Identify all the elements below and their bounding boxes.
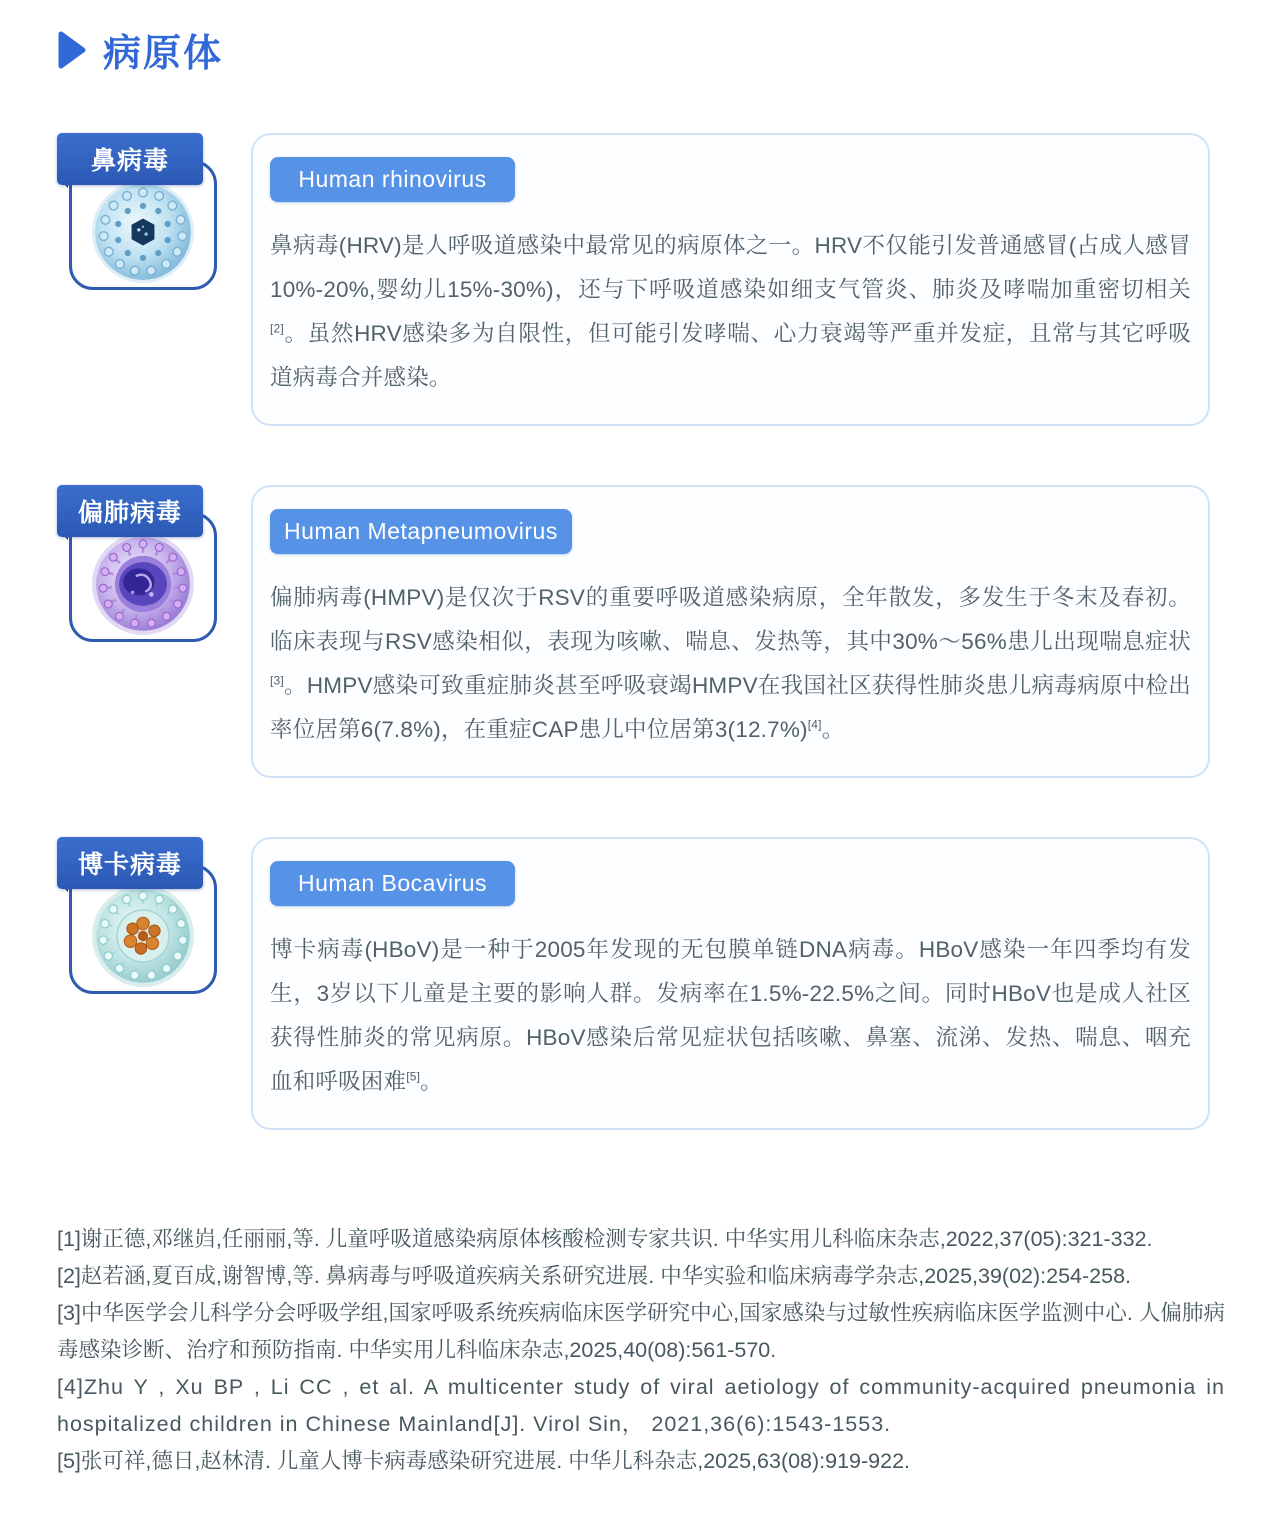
rhinovirus-image bbox=[91, 180, 195, 284]
section-rhinovirus bbox=[57, 133, 1210, 433]
reference-item: [3]中华医学会儿科学分会呼吸学组,国家呼吸系统疾病临床医学研究中心,国家感染与过敏性疾病临床医学监测中心. 人偏肺病毒感染诊断、治疗和预防指南. 中华实用儿科临床杂志,2025,40(08):561-570. bbox=[57, 1301, 1225, 1362]
section-bocavirus bbox=[57, 837, 1210, 1137]
english-name-button[interactable]: Human rhinovirus bbox=[270, 157, 515, 202]
description-text: 偏肺病毒(HMPV)是仅次于RSV的重要呼吸道感染病原，全年散发，多发生于冬末及春初。临床表现与RSV感染相似，表现为咳嗽、喘息、发热等，其中30%～56%患儿出现喘息症状[3]。HMPV感染可致重症肺炎甚至呼吸衰竭HMPV在我国社区获得性肺炎患儿病毒病原中检出率位居第6(7.8%)，在重症CAP患儿中位居第3(12.7%)[4]。 bbox=[270, 585, 1191, 742]
virus-name-badge: 偏肺病毒 bbox=[57, 485, 203, 537]
bocavirus-image bbox=[91, 884, 195, 988]
hmpv-visual-block bbox=[57, 485, 223, 785]
references bbox=[57, 1221, 1225, 1480]
title-arrow-icon bbox=[57, 31, 87, 69]
hmpv-image bbox=[91, 532, 195, 636]
rhinovirus-card bbox=[251, 133, 1210, 426]
section-metapneumovirus bbox=[57, 485, 1210, 785]
english-name-button[interactable]: Human Metapneumovirus bbox=[270, 509, 572, 554]
description-text: 博卡病毒(HBoV)是一种于2005年发现的无包膜单链DNA病毒。HBoV感染一年四季均有发生，3岁以下儿童是主要的影响人群。发病率在1.5%-22.5%之间。同时HBoV也是成人社区获得性肺炎的常见病原。HBoV感染后常见症状包括咳嗽、鼻塞、流涕、发热、喘息、咽充血和呼吸困难[5]。 bbox=[270, 937, 1191, 1094]
reference-item: [2]赵若涵,夏百成,谢智博,等. 鼻病毒与呼吸道疾病关系研究进展. 中华实验和临床病毒学杂志,2025,39(02):254-258. bbox=[57, 1264, 1131, 1288]
english-name-button[interactable]: Human Bocavirus bbox=[270, 861, 515, 906]
page-title: 病原体 bbox=[103, 33, 224, 75]
reference-item: [4]Zhu Y , Xu BP , Li CC , et al. A multicenter study of viral aetiology of community-acquired pneumonia in hospitalized children in Chinese Mainland[J]. Virol Sin， 2021,36(6):1543-1553. bbox=[57, 1375, 1225, 1436]
virus-name-badge: 鼻病毒 bbox=[57, 133, 203, 185]
reference-item: [1]谢正德,邓继岿,任丽丽,等. 儿童呼吸道感染病原体核酸检测专家共识. 中华实用儿科临床杂志,2022,37(05):321-332. bbox=[57, 1227, 1153, 1251]
hmpv-card bbox=[251, 485, 1210, 778]
virus-name-badge: 博卡病毒 bbox=[57, 837, 203, 889]
description-text: 鼻病毒(HRV)是人呼吸道感染中最常见的病原体之一。HRV不仅能引发普通感冒(占成人感冒10%-20%,婴幼儿15%-30%)，还与下呼吸道感染如细支气管炎、肺炎及哮喘加重密切相关[2]。虽然HRV感染多为自限性，但可能引发哮喘、心力衰竭等严重并发症，且常与其它呼吸道病毒合并感染。 bbox=[270, 233, 1191, 390]
bocavirus-card bbox=[251, 837, 1210, 1130]
rhinovirus-visual-block bbox=[57, 133, 223, 433]
bocavirus-visual-block bbox=[57, 837, 223, 1137]
reference-item: [5]张可祥,德日,赵林清. 儿童人博卡病毒感染研究进展. 中华儿科杂志,2025,63(08):919-922. bbox=[57, 1449, 911, 1473]
page-header bbox=[0, 0, 1280, 77]
